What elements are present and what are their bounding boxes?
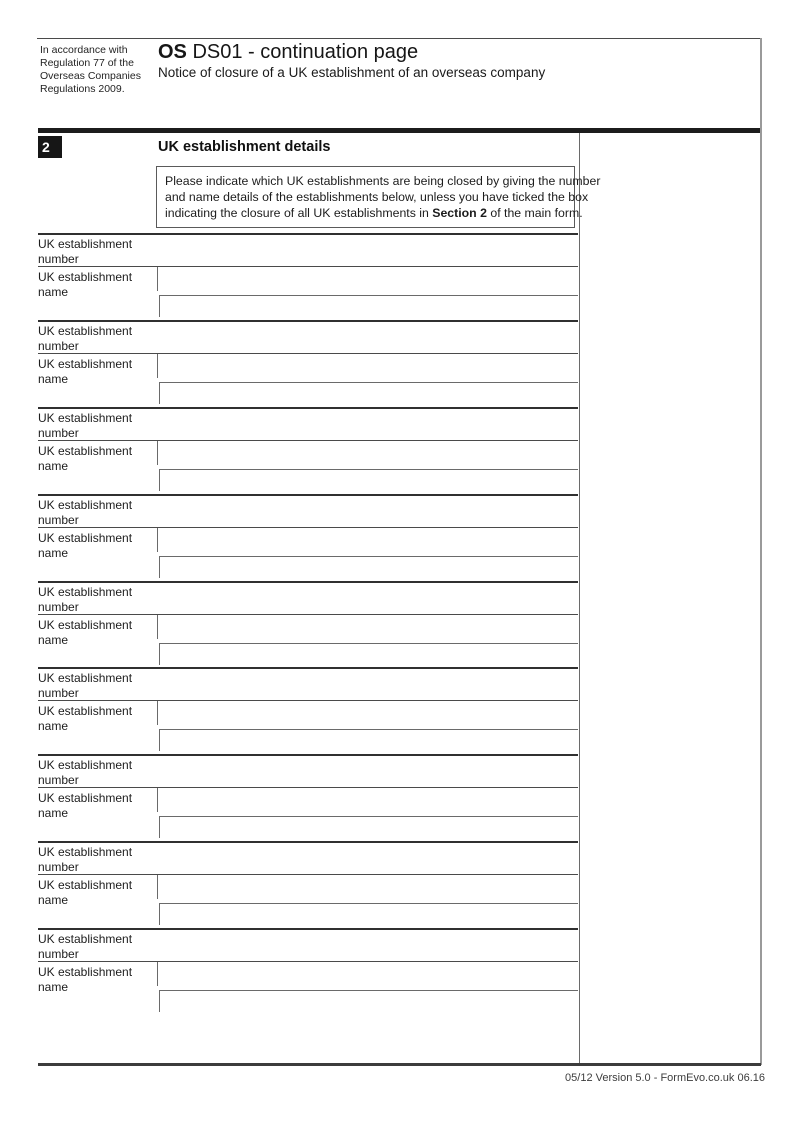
page-right-rule xyxy=(760,38,762,1065)
establishment-name-label xyxy=(38,531,156,561)
regulation-note-line: Regulations 2009. xyxy=(40,83,125,95)
establishment-number-label-line1: UK establishment xyxy=(38,410,133,425)
establishment-block xyxy=(38,320,579,407)
uk-establishment-name-input-line1[interactable] xyxy=(157,962,578,986)
uk-establishment-name-input-line1[interactable] xyxy=(157,528,578,552)
establishment-number-label-line2: number xyxy=(38,686,79,701)
establishment-number-label-line2: number xyxy=(38,338,79,353)
establishment-number-label-line1: UK establishment xyxy=(38,497,133,512)
regulation-note-line: Overseas Companies xyxy=(40,70,141,82)
establishment-number-label xyxy=(38,758,156,788)
establishment-name-label-line1: UK establishment xyxy=(38,443,133,458)
establishment-name-label-line2: name xyxy=(38,632,69,647)
establishment-name-label xyxy=(38,357,156,387)
uk-establishment-name-input-line1[interactable] xyxy=(157,615,578,639)
regulation-note-line: In accordance with xyxy=(40,44,128,56)
instruction-text-bold: Section 2 xyxy=(432,206,487,220)
establishment-name-label-line2: name xyxy=(38,893,69,908)
establishment-number-label-line2: number xyxy=(38,252,79,266)
instruction-line xyxy=(165,173,601,189)
establishment-block xyxy=(38,233,579,320)
uk-establishment-name-input-line2[interactable] xyxy=(159,990,578,1012)
establishment-name-label-line2: name xyxy=(38,458,69,473)
uk-establishment-name-input-line2[interactable] xyxy=(159,469,578,491)
establishment-name-label-line2: name xyxy=(38,371,69,386)
uk-establishment-number-input[interactable] xyxy=(157,496,340,518)
establishment-number-label-line1: UK establishment xyxy=(38,584,133,599)
instruction-text: indicating the closure of all UK establishments in xyxy=(165,206,433,220)
form-title xyxy=(158,40,418,64)
establishment-number-label xyxy=(38,324,156,354)
establishment-number-label-line2: number xyxy=(38,599,79,614)
establishment-name-label-line1: UK establishment xyxy=(38,270,133,284)
establishment-number-label-line2: number xyxy=(38,512,79,527)
uk-establishment-number-input[interactable] xyxy=(157,235,340,257)
instruction-line xyxy=(165,205,583,221)
establishment-number-label xyxy=(38,237,156,267)
establishment-number-label-line1: UK establishment xyxy=(38,323,133,338)
establishment-name-label-line1: UK establishment xyxy=(38,965,133,980)
establishment-name-label-line1: UK establishment xyxy=(38,791,133,806)
uk-establishment-number-input[interactable] xyxy=(157,930,340,952)
establishment-name-label-line1: UK establishment xyxy=(38,878,133,893)
establishment-number-label xyxy=(38,585,156,615)
establishment-name-label-line2: name xyxy=(38,719,69,734)
uk-establishment-name-input-line2[interactable] xyxy=(159,556,578,578)
uk-establishment-number-input[interactable] xyxy=(157,322,340,344)
establishment-name-label xyxy=(38,791,156,821)
uk-establishment-name-input-line2[interactable] xyxy=(159,295,578,317)
uk-establishment-name-input-line2[interactable] xyxy=(159,903,578,925)
uk-establishment-name-input-line2[interactable] xyxy=(159,382,578,404)
uk-establishment-name-input-line1[interactable] xyxy=(157,441,578,465)
establishment-name-label xyxy=(38,618,156,648)
content-column-divider xyxy=(579,133,580,1065)
establishment-block xyxy=(38,754,579,841)
uk-establishment-name-input-line1[interactable] xyxy=(157,701,578,725)
establishment-number-label-line2: number xyxy=(38,947,79,962)
establishment-name-label-line1: UK establishment xyxy=(38,617,133,632)
establishment-number-label-line2: number xyxy=(38,773,79,788)
establishment-name-label-line1: UK establishment xyxy=(38,704,133,719)
instruction-text: of the main form. xyxy=(486,206,583,220)
uk-establishment-name-input-line2[interactable] xyxy=(159,816,578,838)
establishment-name-label xyxy=(38,270,156,300)
uk-establishment-number-input[interactable] xyxy=(157,583,340,605)
uk-establishment-number-input[interactable] xyxy=(157,409,340,431)
establishment-name-label-line2: name xyxy=(38,806,69,821)
uk-establishment-name-input-line1[interactable] xyxy=(157,788,578,812)
form-subtitle: Notice of closure of a UK establishment of an overseas company xyxy=(158,65,546,80)
uk-establishment-number-input[interactable] xyxy=(157,756,340,778)
establishment-block xyxy=(38,841,579,928)
establishment-name-label-line2: name xyxy=(38,285,69,299)
instruction-line xyxy=(165,189,589,205)
uk-establishment-number-input[interactable] xyxy=(157,843,340,865)
establishment-number-label xyxy=(38,671,156,701)
establishment-name-label xyxy=(38,878,156,908)
instruction-text: Please indicate which UK establishments are being closed by giving the number xyxy=(165,174,601,188)
establishment-name-label-line2: name xyxy=(38,545,69,560)
footer-version-text: 05/12 Version 5.0 - FormEvo.co.uk 06.16 xyxy=(565,1072,765,1084)
establishment-block xyxy=(38,407,579,494)
establishment-number-label-line2: number xyxy=(38,860,79,875)
regulation-note xyxy=(40,44,141,96)
establishment-name-label xyxy=(38,704,156,734)
establishment-number-label-line2: number xyxy=(38,425,79,440)
uk-establishment-name-input-line2[interactable] xyxy=(159,729,578,751)
instruction-box xyxy=(156,166,601,228)
uk-establishment-name-input-line1[interactable] xyxy=(157,875,578,899)
establishment-number-label xyxy=(38,411,156,441)
uk-establishment-name-input-line2[interactable] xyxy=(159,643,578,665)
section-divider-bar xyxy=(38,128,760,133)
establishment-block xyxy=(38,667,579,754)
establishment-block xyxy=(38,581,579,668)
establishment-name-label-line1: UK establishment xyxy=(38,356,133,371)
establishment-number-label-line1: UK establishment xyxy=(38,758,133,773)
uk-establishment-name-input-line1[interactable] xyxy=(157,267,578,291)
section-number-badge: 2 xyxy=(38,136,62,158)
regulation-note-line: Regulation 77 of the xyxy=(40,57,134,69)
uk-establishment-number-input[interactable] xyxy=(157,669,340,691)
page-bottom-bar xyxy=(38,1063,761,1066)
establishment-number-label xyxy=(38,932,156,962)
page-top-rule xyxy=(37,38,761,39)
establishment-number-label xyxy=(38,845,156,875)
form-code: OS xyxy=(158,41,187,63)
establishment-name-label xyxy=(38,444,156,474)
instruction-text: and name details of the establishments below, unless you have ticked the box xyxy=(165,190,589,204)
establishment-name-label xyxy=(38,965,156,995)
establishment-number-label-line1: UK establishment xyxy=(38,237,133,251)
establishment-number-label-line1: UK establishment xyxy=(38,845,133,860)
establishment-blocks xyxy=(38,233,579,1015)
establishment-name-label-line2: name xyxy=(38,980,69,995)
section-heading: UK establishment details xyxy=(158,139,331,155)
establishment-block xyxy=(38,928,579,1015)
establishment-number-label-line1: UK establishment xyxy=(38,671,133,686)
establishment-number-label-line1: UK establishment xyxy=(38,932,133,947)
establishment-name-label-line1: UK establishment xyxy=(38,530,133,545)
establishment-number-label xyxy=(38,498,156,528)
form-title-rest: DS01 - continuation page xyxy=(186,41,419,63)
establishment-block xyxy=(38,494,579,581)
uk-establishment-name-input-line1[interactable] xyxy=(157,354,578,378)
